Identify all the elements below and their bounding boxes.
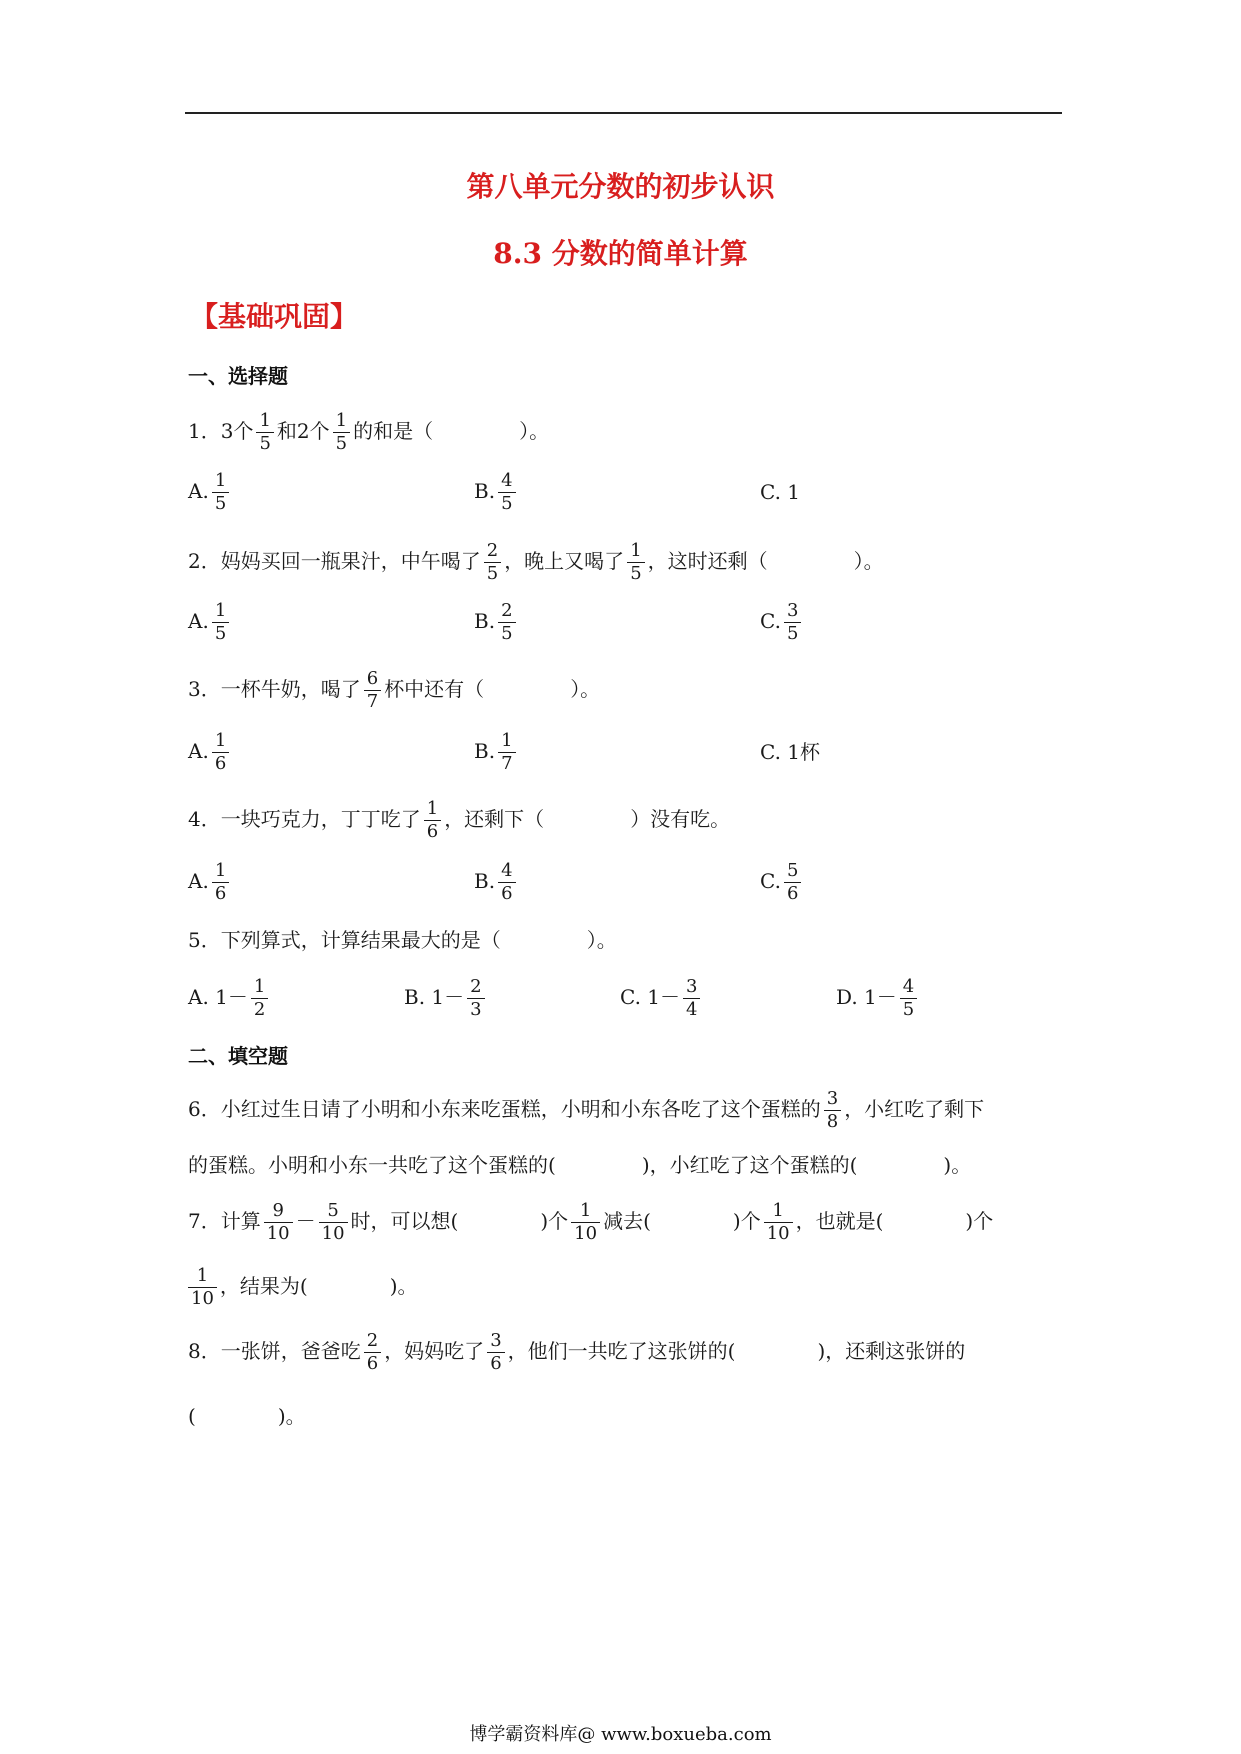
question-2: 2．妈妈买回一瓶果汁，中午喝了 $\frac{2}{5}$ ，晚上又喝了 $\frac{1}{5}$ ，这时还剩（ ）。 <box>188 540 884 584</box>
header-rule <box>185 112 1062 114</box>
q3-option-b[interactable]: B. $\frac{1}{7}$ <box>474 730 519 775</box>
page-title: 第八单元分数的初步认识 <box>466 170 775 203</box>
q5-option-d[interactable]: D. 1－ $\frac{4}{5}$ <box>836 976 920 1021</box>
question-4: 4．一块巧克力，丁丁吃了 $\frac{1}{6}$ ，还剩下（ ）没有吃。 <box>188 798 731 842</box>
part1-heading: 一、选择题 <box>188 364 288 388</box>
question-6-cont: 的蛋糕。小明和小东一共吃了这个蛋糕的( )，小红吃了这个蛋糕的( )。 <box>188 1153 972 1177</box>
q5-option-a[interactable]: A. 1－ $\frac{1}{2}$ <box>188 976 271 1021</box>
question-6: 6．小红过生日请了小明和小东来吃蛋糕，小明和小东各吃了这个蛋糕的 $\frac{3}{8}$ ，小红吃了剩下 <box>188 1088 985 1132</box>
part2-heading: 二、填空题 <box>188 1044 288 1068</box>
question-7: 7．计算 $\frac{9}{10}$ － $\frac{5}{10}$ 时，可以想( )个 $\frac{1}{10}$ 减去( )个 $\frac{1}{10}$ ，也就是( )个 <box>188 1200 994 1244</box>
fraction: $\frac{1}{5}$ <box>256 410 273 455</box>
question-3: 3．一杯牛奶，喝了 $\frac{6}{7}$ 杯中还有（ ）。 <box>188 668 601 712</box>
q2-option-c[interactable]: C. $\frac{3}{5}$ <box>760 600 804 645</box>
q5-option-c[interactable]: C. 1－ $\frac{3}{4}$ <box>620 976 703 1021</box>
question-5: 5．下列算式，计算结果最大的是（ ）。 <box>188 928 617 952</box>
q3-option-a[interactable]: A. $\frac{1}{6}$ <box>188 730 232 775</box>
question-8-cont: ( )。 <box>188 1404 306 1428</box>
footer-watermark: 博学霸资料库@ www.boxueba.com <box>469 1724 772 1745</box>
q2-option-a[interactable]: A. $\frac{1}{5}$ <box>188 600 232 645</box>
question-1: 1．3个 $\frac{1}{5}$ 和2个 $\frac{1}{5}$ 的和是（ ）。 <box>188 410 550 454</box>
q4-option-b[interactable]: B. $\frac{4}{6}$ <box>474 860 519 905</box>
fraction: $\frac{1}{5}$ <box>333 410 350 455</box>
q4-option-a[interactable]: A. $\frac{1}{6}$ <box>188 860 232 905</box>
section-label: 【基础巩固】 <box>190 300 359 333</box>
q1-option-a[interactable]: A. $\frac{1}{5}$ <box>188 470 232 515</box>
q1-option-b[interactable]: B. $\frac{4}{5}$ <box>474 470 519 515</box>
page-subtitle: 8.3 分数的简单计算 <box>493 237 748 270</box>
q3-option-c[interactable]: C. 1杯 <box>760 740 821 764</box>
q4-option-c[interactable]: C. $\frac{5}{6}$ <box>760 860 804 905</box>
question-7-cont: $\frac{1}{10}$ ，结果为( )。 <box>188 1265 418 1310</box>
q5-option-b[interactable]: B. 1－ $\frac{2}{3}$ <box>404 976 488 1021</box>
q1-option-c[interactable]: C. 1 <box>760 480 801 504</box>
question-8: 8．一张饼，爸爸吃 $\frac{2}{6}$ ，妈妈吃了 $\frac{3}{6}$ ，他们一共吃了这张饼的( )，还剩这张饼的 <box>188 1330 966 1374</box>
q2-option-b[interactable]: B. $\frac{2}{5}$ <box>474 600 519 645</box>
